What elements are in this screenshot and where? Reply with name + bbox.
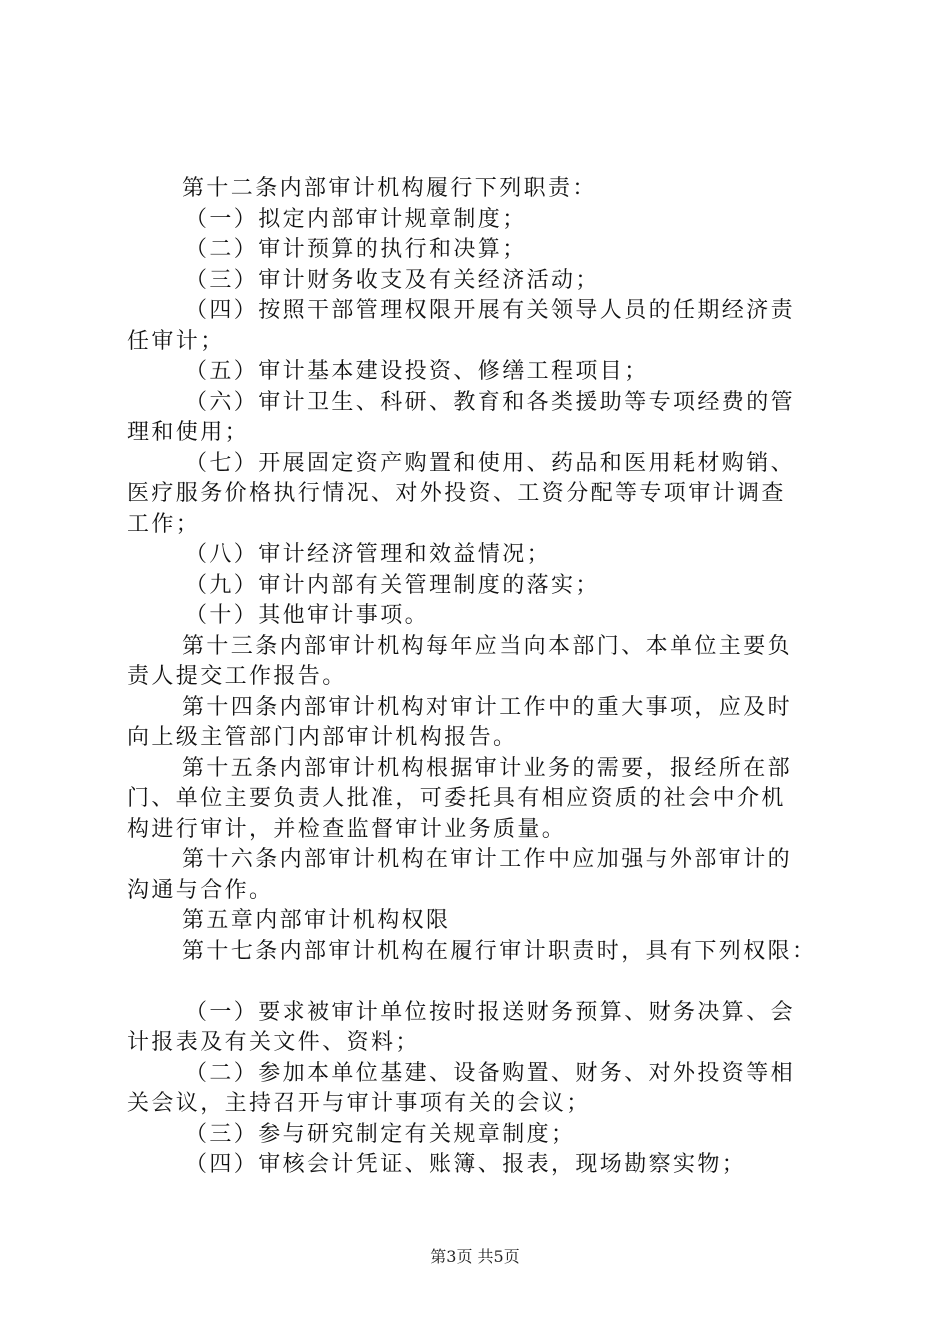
paragraph-line: 第十二条内部审计机构履行下列职责： [182,176,597,201]
paragraph-line: 向上级主管部门内部审计机构报告。 [127,725,518,750]
paragraph-line: 第十七条内部审计机构在履行审计职责时，具有下列权限： [182,938,817,964]
blank-line [127,967,837,998]
paragraph-line: 工作； [127,511,201,537]
paragraph-line: （四）审核会计凭证、账簿、报表，现场勘察实物； [185,1152,747,1177]
paragraph-line: 医疗服务价格执行情况、对外投资、工资分配等专项审计调查 [127,481,786,506]
paragraph-line: 构进行审计，并检查监督审计业务质量。 [127,816,567,842]
page-number: 第3页 共5页 [430,1247,520,1266]
document-body [127,174,837,1181]
chapter-heading: 第五章内部审计机构权限 [182,908,451,933]
paragraph-line: 计报表及有关文件、资料； [127,1030,420,1055]
paragraph-line: （十）其他审计事项。 [185,603,430,628]
paragraph-line: 第十五条内部审计机构根据审计业务的需要，报经所在部 [182,755,793,781]
paragraph-line: （五）审计基本建设投资、修缮工程项目； [185,359,649,384]
paragraph-line: 门、单位主要负责人批准，可委托具有相应资质的社会中介机 [127,786,786,811]
paragraph-line: （一）拟定内部审计规章制度； [185,206,527,232]
paragraph-line: 第十六条内部审计机构在审计工作中应加强与外部审计的 [182,847,793,872]
paragraph-line: （九）审计内部有关管理制度的落实； [185,572,600,598]
paragraph-line: 沟通与合作。 [127,877,274,903]
paragraph-line: 责人提交工作报告。 [127,664,347,689]
paragraph-line: （二）审计预算的执行和决算； [185,237,527,262]
paragraph-line: 第十三条内部审计机构每年应当向本部门、本单位主要负 [182,633,793,659]
paragraph-line: 理和使用； [127,420,250,445]
paragraph-line: （七）开展固定资产购置和使用、药品和医用耗材购销、 [185,450,796,476]
paragraph-line: 关会议，主持召开与审计事项有关的会议； [127,1091,591,1116]
page-footer [0,1244,950,1267]
paragraph-line: （三）审计财务收支及有关经济活动； [185,267,600,293]
paragraph-line: （四）按照干部管理权限开展有关领导人员的任期经济责 [185,298,796,323]
paragraph-line: （三）参与研究制定有关规章制度； [185,1121,576,1147]
paragraph-line: （一）要求被审计单位按时报送财务预算、财务决算、会 [185,999,796,1025]
paragraph-line: （六）审计卫生、科研、教育和各类援助等专项经费的管 [185,389,796,415]
paragraph-line: 任审计； [127,328,225,354]
paragraph-line: （二）参加本单位基建、设备购置、财务、对外投资等相 [185,1060,796,1086]
paragraph-line: （八）审计经济管理和效益情况； [185,542,552,567]
paragraph-line: 第十四条内部审计机构对审计工作中的重大事项，应及时 [182,694,793,720]
